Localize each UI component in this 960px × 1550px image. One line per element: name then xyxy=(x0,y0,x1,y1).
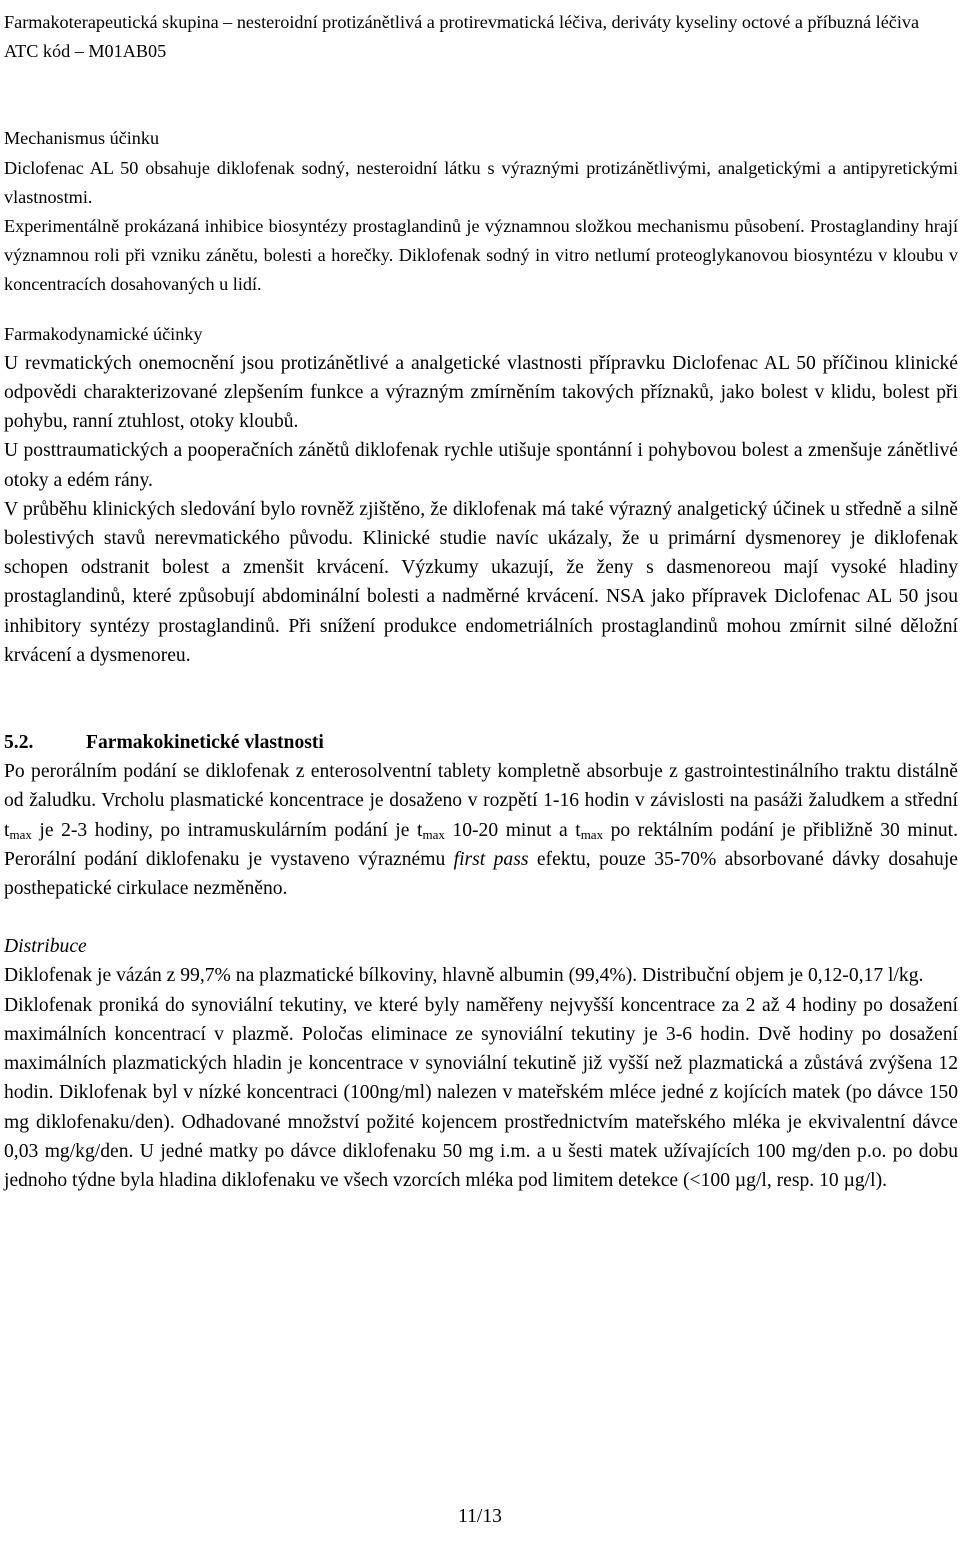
spacer xyxy=(4,903,958,932)
distribution-heading: Distribuce xyxy=(4,936,87,958)
distribution-paragraph-1: Diklofenak je vázán z 99,7% na plazmatické bílkoviny, hlavně albumin (99,4%). Distribuční objem je 0,12-0,17 l/kg. xyxy=(4,965,924,987)
section-number: 5.2. xyxy=(4,732,34,754)
mechanism-text-2: Experimentálně prokázaná inhibice biosyntézy prostaglandinů je významnou složkou mechanismu působení. Prostaglandiny hrají významnou roli při vzniku zánětu, bolesti a horečky. Diklofenak sodný in vitro netlumí proteoglykanovou biosyntézu v kloubu v koncentracích dosahovaných u lidí. xyxy=(4,216,958,295)
atc-code: ATC kód – M01AB05 xyxy=(4,41,167,62)
pharmacodynamics-heading: Farmakodynamické účinky xyxy=(4,323,203,344)
pharmacodynamics-paragraph-2: U posttraumatických a pooperačních zánětů diklofenak rychle utišuje spontánní i pohybovou bolest a zmenšuje zánětlivé otoky a edém rány. xyxy=(4,440,958,491)
mechanism-text-1: Diclofenac AL 50 obsahuje diklofenak sodný, nesteroidní látku s výraznými protizánětlivými, analgetickými a antipyretickými vlastnostmi. xyxy=(4,157,958,207)
distribution-paragraph-2: Diklofenak proniká do synoviální tekutiny, ve které byly naměřeny nejvyšší koncentrace za 2 až 4 hodiny po dosažení maximálních koncentrací v plazmě. Poločas eliminace ze synoviální tekutiny je 3-6 hodin. Dvě hodiny po dosažení maximálních plazmatických hladin je koncentrace v synoviální tekutině již vyšší než plazmatická a zůstává zvýšena 12 hodin. Diklofenak byl v nízké koncentraci (100ng/ml) nalezen v mateřském mléce jedné z kojících matek (po dávce 150 mg diklofenaku/den). Odhadované množství požité kojencem prostřednictvím mateřského mléka je ekvivalentní dávce 0,03 mg/kg/den. U jedné matky po dávce diklofenaku 50 mg i.m. a u šesti matek užívajících 100 mg/den p.o. po dobu jednoho týdne byla hladina diklofenaku ve všech vzorcích mléka pod limitem detekce (<100 µg/l, resp. 10 µg/l). xyxy=(4,994,958,1191)
tmax-subscript: max xyxy=(580,826,604,842)
spacer xyxy=(4,670,958,728)
pk-text-e: efektu, pouze 35-70% absorbované dávky dosahuje posthepatické cirkulace nezměněno. xyxy=(4,848,958,900)
pk-text-c: 10-20 minut a t xyxy=(444,819,581,841)
page-number: 11/13 xyxy=(458,1506,502,1527)
first-pass-term: first pass xyxy=(453,848,529,870)
pk-text-b: je 2-3 hodiny, po intramuskulárním podání je t xyxy=(31,819,423,841)
pharmacokinetics-paragraph xyxy=(4,757,958,903)
spacer xyxy=(4,300,958,320)
pharmacodynamics-paragraph-3: V průběhu klinických sledování bylo rovněž zjištěno, že diklofenak má také výrazný analgetický účinek u středně a silně bolestivých stavů nerevmatického původu. Klinické studie navíc ukázaly, že u primární dysmenorey je diklofenak schopen odstranit bolest a zmenšit krvácení. Výzkumy ukazují, že ženy s dasmenoreou mají vysoké hladiny prostaglandinů, které způsobují abdominální bolesti a nadměrné krvácení. NSA jako přípravek Diclofenac AL 50 jsou inhibitory syntézy prostaglandinů. Při snížení produkce endometriálních prostaglandinů mohou zmírnit silné děložní krvácení a dysmenoreu. xyxy=(4,498,958,666)
tmax-subscript: max xyxy=(422,826,445,842)
pk-text-a: Po perorálním podání se diklofenak z enterosolventní tablety kompletně absorbuje z gastrointestinálního traktu distálně od žaludku. Vrcholu plasmatické koncentrace je dosaženo v rozpětí 1-16 hodin v závislosti na pasáži žaludkem a střední t xyxy=(4,761,958,841)
mechanism-heading: Mechanismus účinku xyxy=(4,128,160,149)
section-heading xyxy=(4,728,958,757)
pharmacotherapeutic-group: Farmakoterapeutická skupina – nesteroidní protizánětlivá a protirevmatická léčiva, deriváty kyseliny octové a příbuzná léčiva xyxy=(4,12,920,32)
tmax-subscript: max xyxy=(9,826,32,842)
spacer xyxy=(4,66,958,124)
section-title: Farmakokinetické vlastnosti xyxy=(86,732,324,754)
pk-text-d: po rektálním podání je přibližně 30 minut. Perorální podání diklofenaku je vystaveno výraznému xyxy=(4,819,959,870)
pharmacodynamics-paragraph-1: U revmatických onemocnění jsou protizánětlivé a analgetické vlastnosti přípravku Diclofenac AL 50 příčinou klinické odpovědi charakterizované zlepšením funkce a výrazným zmírněním takových příznaků, jako bolest v klidu, bolest při pohybu, ranní ztuhlost, otoky kloubů. xyxy=(4,352,958,433)
